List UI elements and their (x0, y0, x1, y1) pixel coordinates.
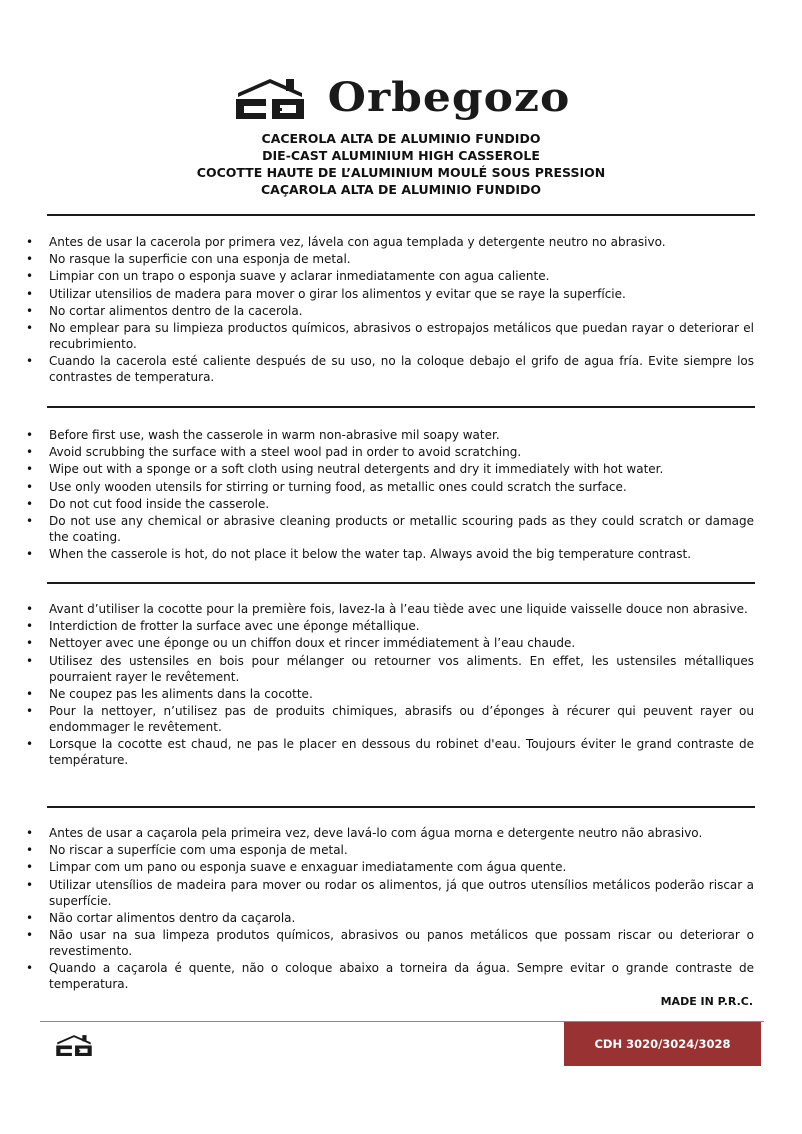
bullet-icon: • (26, 428, 34, 442)
bullet-icon: • (26, 961, 34, 976)
title-es: CACEROLA ALTA DE ALUMINIO FUNDIDO (261, 131, 541, 146)
section-divider (47, 214, 755, 216)
list-item (26, 268, 754, 284)
instructions-list-pt (26, 825, 754, 992)
model-number: CDH 3020/3024/3028 (594, 1037, 731, 1051)
bullet-icon: • (26, 496, 34, 511)
section-divider (47, 406, 755, 408)
section-english (26, 427, 754, 563)
list-item-text: Cuando la cacerola esté caliente después de su uso, no la coloque debajo el grifo de agua fría. Evite siempre los contrastes de temperatura. (49, 354, 754, 385)
bullet-icon: • (26, 602, 34, 616)
bullet-icon: • (26, 843, 34, 858)
made-in-label: MADE IN P.R.C. (660, 995, 753, 1008)
bullet-icon: • (26, 619, 34, 634)
list-item (26, 601, 754, 617)
bullet-icon: • (26, 235, 34, 249)
list-item-text: Avoid scrubbing the surface with a steel wool pad in order to avoid scratching. (49, 445, 522, 460)
list-item-text: Do not cut food inside the casserole. (49, 496, 270, 511)
list-item-text: Interdiction de frotter la surface avec une éponge métallique. (49, 619, 420, 634)
instructions-list-fr (26, 601, 754, 768)
list-item (26, 427, 754, 443)
list-item (26, 927, 754, 959)
bullet-icon: • (26, 860, 34, 875)
list-item (26, 320, 754, 352)
title-en: DIE-CAST ALUMINIUM HIGH CASSEROLE (262, 148, 540, 163)
list-item (26, 703, 754, 735)
list-item (26, 303, 754, 319)
bullet-icon: • (26, 479, 34, 494)
list-item (26, 686, 754, 702)
list-item (26, 877, 754, 909)
list-item (26, 444, 754, 460)
section-divider (47, 806, 755, 808)
list-item-text: Não usar na sua limpeza produtos químicos, abrasivos ou panos metálicos que possam riscar ou deteriorar o revestimento. (49, 927, 754, 958)
bullet-icon: • (26, 636, 34, 651)
title-pt: CAÇAROLA ALTA DE ALUMINIO FUNDIDO (260, 182, 542, 197)
bullet-icon: • (26, 877, 34, 892)
list-item (26, 479, 754, 495)
list-item (26, 546, 754, 562)
bullet-icon: • (26, 320, 34, 335)
instructions-list-en (26, 427, 754, 562)
list-item-text: Nettoyer avec une éponge ou un chiffon doux et rincer immédiatement à l’eau chaude. (49, 636, 576, 651)
house-logo-icon (52, 1033, 96, 1057)
list-item (26, 513, 754, 545)
list-item (26, 251, 754, 267)
instructions-list-es (26, 234, 754, 385)
bullet-icon: • (26, 547, 34, 562)
list-item (26, 910, 754, 926)
bullet-icon: • (26, 445, 34, 460)
list-item-text: Use only wooden utensils for stirring or turning food, as metallic ones could scratch the surface. (49, 479, 627, 494)
list-item (26, 635, 754, 651)
bullet-icon: • (26, 826, 34, 840)
list-item (26, 353, 754, 385)
list-item-text: No rasque la superficie con una esponja de metal. (49, 252, 351, 267)
section-divider (47, 582, 755, 584)
list-item-text: Antes de usar a caçarola pela primeira vez, deve lavá-lo com água morna e detergente neutro não abrasivo. (49, 826, 703, 840)
list-item-text: Wipe out with a sponge or a soft cloth using neutral detergents and dry it immediately with hot water. (49, 462, 664, 477)
list-item (26, 653, 754, 685)
bullet-icon: • (26, 252, 34, 267)
list-item (26, 234, 754, 250)
house-logo-icon (232, 75, 308, 121)
list-item-text: No cortar alimentos dentro de la cacerola. (49, 303, 303, 318)
section-spanish (26, 234, 754, 386)
list-item-text: When the casserole is hot, do not place it below the water tap. Always avoid the big temperature contrast. (49, 547, 692, 562)
list-item-text: No riscar a superfície com uma esponja de metal. (49, 843, 348, 858)
list-item (26, 618, 754, 634)
brand-logo (0, 72, 802, 124)
list-item (26, 461, 754, 477)
list-item-text: Quando a caçarola é quente, não o coloque abaixo a torneira da água. Sempre evitar o grande contraste de temperatura. (49, 961, 754, 992)
bullet-icon: • (26, 910, 34, 925)
list-item-text: No emplear para su limpieza productos químicos, abrasivos o estropajos metálicos que puedan rayar o deteriorar el recubrimiento. (49, 320, 754, 351)
brand-name: Orbegozo (327, 74, 571, 121)
list-item (26, 960, 754, 992)
list-item-text: Utilizar utensilios de madera para mover o girar los alimentos y evitar que se raye la superfície. (49, 286, 626, 301)
bullet-icon: • (26, 286, 34, 301)
section-french (26, 601, 754, 769)
list-item (26, 496, 754, 512)
bullet-icon: • (26, 354, 34, 369)
list-item (26, 842, 754, 858)
list-item-text: Lorsque la cocotte est chaud, ne pas le placer en dessous du robinet d'eau. Toujours éviter le grand contraste de température. (49, 737, 754, 768)
bullet-icon: • (26, 513, 34, 528)
title-fr: COCOTTE HAUTE DE L’ALUMINIUM MOULÉ SOUS PRESSION (196, 165, 606, 180)
section-portuguese (26, 825, 754, 993)
list-item-text: Ne coupez pas les aliments dans la cocotte. (49, 686, 313, 701)
list-item-text: Limpiar con un trapo o esponja suave y aclarar inmediatamente con agua caliente. (49, 269, 550, 284)
model-number-badge (564, 1022, 761, 1066)
list-item-text: Avant d’utiliser la cocotte pour la première fois, lavez-la à l’eau tiède avec une liquide vaisselle douce non abrasive. (49, 602, 748, 616)
list-item-text: Antes de usar la cacerola por primera vez, lávela con agua templada y detergente neutro no abrasivo. (49, 235, 666, 249)
bullet-icon: • (26, 686, 34, 701)
list-item (26, 859, 754, 875)
bullet-icon: • (26, 303, 34, 318)
list-item (26, 825, 754, 841)
bullet-icon: • (26, 927, 34, 942)
list-item-text: Pour la nettoyer, n’utilisez pas de produits chimiques, abrasifs ou d’éponges à récurer qui peuvent rayer ou endommager le revêtement. (49, 703, 754, 734)
bullet-icon: • (26, 462, 34, 477)
document-header (0, 72, 802, 198)
list-item-text: Utilizar utensílios de madeira para mover ou rodar os alimentos, já que outros utensílios metálicos poderão riscar a superfície. (49, 877, 754, 908)
product-titles (0, 130, 802, 198)
list-item-text: Before first use, wash the casserole in warm non-abrasive mil soapy water. (49, 428, 500, 442)
bullet-icon: • (26, 737, 34, 752)
bullet-icon: • (26, 653, 34, 668)
list-item-text: Limpar com um pano ou esponja suave e enxaguar imediatamente com água quente. (49, 860, 567, 875)
list-item-text: Do not use any chemical or abrasive cleaning products or metallic scouring pads as they could scratch or damage the coating. (49, 513, 754, 544)
bullet-icon: • (26, 269, 34, 284)
list-item (26, 286, 754, 302)
bullet-icon: • (26, 703, 34, 718)
list-item-text: Utilisez des ustensiles en bois pour mélanger ou retourner vos aliments. En effet, les ustensiles métalliques pourraient rayer le revêtement. (49, 653, 754, 684)
list-item-text: Não cortar alimentos dentro da caçarola. (49, 910, 296, 925)
list-item (26, 736, 754, 768)
